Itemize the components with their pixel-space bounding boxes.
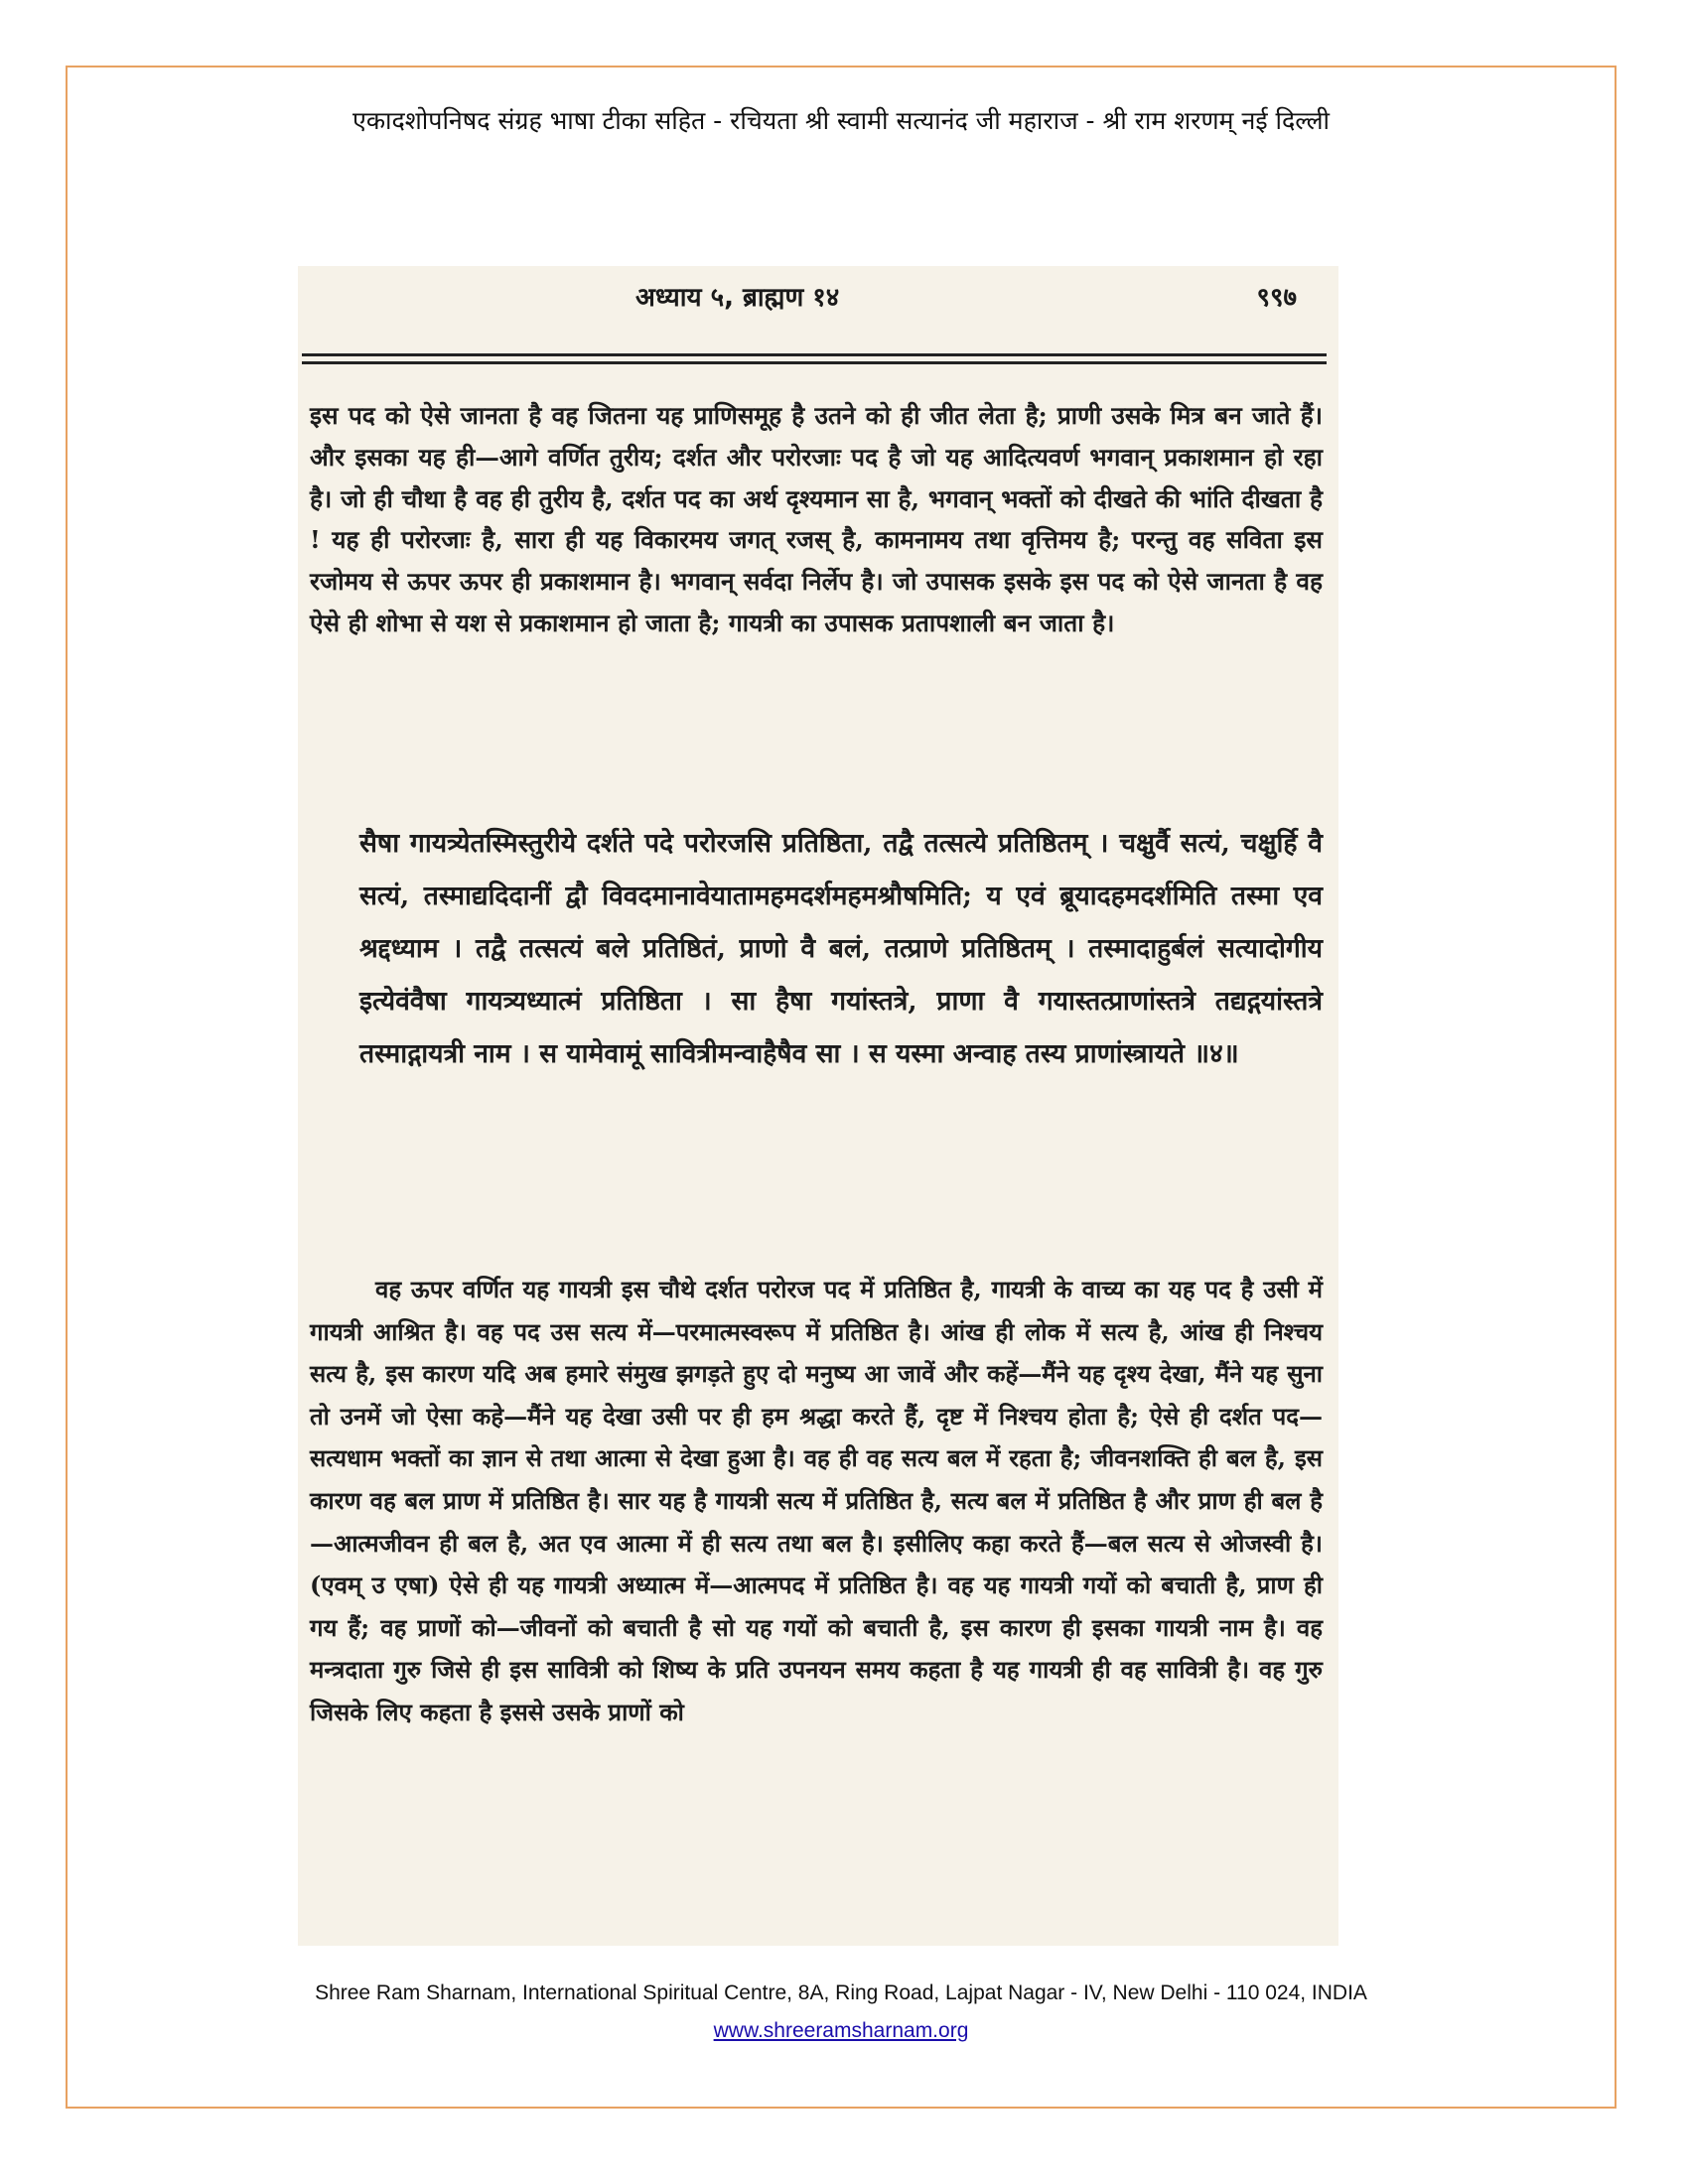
footer-address: Shree Ram Sharnam, International Spiritual Centre, 8A, Ring Road, Lajpat Nagar - IV, New Delhi - 110 024, INDIA xyxy=(315,1981,1367,2004)
paragraph-text: इस पद को ऐसे जानता है वह जितना यह प्राणिसमूह है उतने को ही जीत लेता है; प्राणी उसके मित्र बन जाते हैं। और इसका यह ही—आगे वर्णित तुरीय; दर्शत और परोरजाः पद है जो यह आदित्यवर्ण भगवान् प्रकाशमान हो रहा है। जो ही चौथा है वह ही तुरीय है, दर्शत पद का अर्थ दृश्यमान सा है, भगवान् भक्तों को दीखते की भांति दीखता है ! यह ही परोरजाः है, सारा ही यह विकारमय जगत् रजस् है, कामनामय तथा वृत्तिमय है; परन्तु वह सविता इस रजोमय से ऊपर ऊपर ही प्रकाशमान है। भगवान् सर्वदा निर्लेप है। जो उपासक इसके इस पद को ऐसे जानता है वह ऐसे ही शोभा से यश से प्रकाशमान हो जाता है; गायत्री का उपासक प्रतापशाली बन जाता है। xyxy=(310,401,1323,637)
header-rule xyxy=(302,361,1327,364)
verse-text: सैषा गायत्र्येतस्मिस्तुरीये दर्शते पदे परोरजसि प्रतिष्ठिता, तद्वै तत्सत्ये प्रतिष्ठितम् । चक्षुर्वै सत्यं, चक्षुर्हि वै सत्यं, तस्माद्यदिदानीं द्वौ विवदमानावेयातामहमदर्शमहमश्रौषमिति; य एवं ब्रूयादहमदर्शमिति तस्मा एव श्रद्दध्याम । तद्वै तत्सत्यं बले प्रतिष्ठितं, प्राणो वै बलं, तत्प्राणे प्रतिष्ठितम् । तस्मादाहुर्बलं सत्यादोगीय इत्येवंवैषा गायत्र्यध्यात्मं प्रतिष्ठिता । सा हैषा गयांस्तत्रे, प्राणा वै गयास्तत्प्राणांस्तत्रे तद्यद्गयांस्तत्रे तस्माद्गायत्री नाम । स यामेवामूं सावित्रीमन्वाहैषैव सा । स यस्मा अन्वाह तस्य प्राणांस्त्रायते ॥४॥ xyxy=(359,828,1323,1069)
commentary-paragraph xyxy=(310,1269,1323,1734)
scan-running-header xyxy=(298,266,1338,324)
footer-link-wrap xyxy=(66,2019,1617,2043)
page-number: ९९७ xyxy=(1256,283,1297,313)
website-link[interactable]: www.shreeramsharnam.org xyxy=(713,2019,969,2042)
header-rule xyxy=(302,353,1327,356)
sanskrit-verse xyxy=(310,817,1323,1080)
commentary-paragraph xyxy=(310,395,1323,644)
document-header: एकादशोपनिषद संग्रह भाषा टीका सहित - रचियता श्री स्वामी सत्यानंद जी महाराज - श्री राम शरणम् नई दिल्ली xyxy=(352,106,1330,135)
running-head: अध्याय ५, ब्राह्मण १४ xyxy=(635,283,840,313)
paragraph-text: वह ऊपर वर्णित यह गायत्री इस चौथे दर्शत परोरज पद में प्रतिष्ठित है, गायत्री के वाच्य का यह पद है उसी में गायत्री आश्रित है। वह पद उस सत्य में—परमात्मस्वरूप में प्रतिष्ठित है। आंख ही लोक में सत्य है, आंख ही निश्चय सत्य है, इस कारण यदि अब हमारे संमुख झगड़ते हुए दो मनुष्य आ जावें और कहें—मैंने यह दृश्य देखा, मैंने यह सुना तो उनमें जो ऐसा कहे—मैंने यह देखा उसी पर ही हम श्रद्धा करते हैं, दृष्ट में निश्चय होता है; ऐसे ही दर्शत पद—सत्यधाम भक्तों का ज्ञान से तथा आत्मा से देखा हुआ है। वह ही वह सत्य बल में रहता है; जीवनशक्ति ही बल है, इस कारण वह बल प्राण में प्रतिष्ठित है। सार यह है गायत्री सत्य में प्रतिष्ठित है, सत्य बल में प्रतिष्ठित है और प्राण ही बल है—आत्मजीवन ही बल है, अत एव आत्मा में ही सत्य तथा बल है। इसीलिए कहा करते हैं—बल सत्य से ओजस्वी है। (एवम् उ एषा) ऐसे ही यह गायत्री अध्यात्म में—आत्मपद में प्रतिष्ठित है। वह यह गायत्री गयों को बचाती है, प्राण ही गय हैं; वह प्राणों को—जीवनों को बचाती है सो यह गयों को बचाती है, इस कारण ही इसका गायत्री नाम है। वह मन्त्रदाता गुरु जिसे ही इस सावित्री को शिष्य के प्रति उपनयन समय कहता है यह गायत्री ही वह सावित्री है। वह गुरु जिसके लिए कहता है इससे उसके प्राणों को xyxy=(310,1275,1323,1726)
scanned-page xyxy=(298,266,1338,1946)
